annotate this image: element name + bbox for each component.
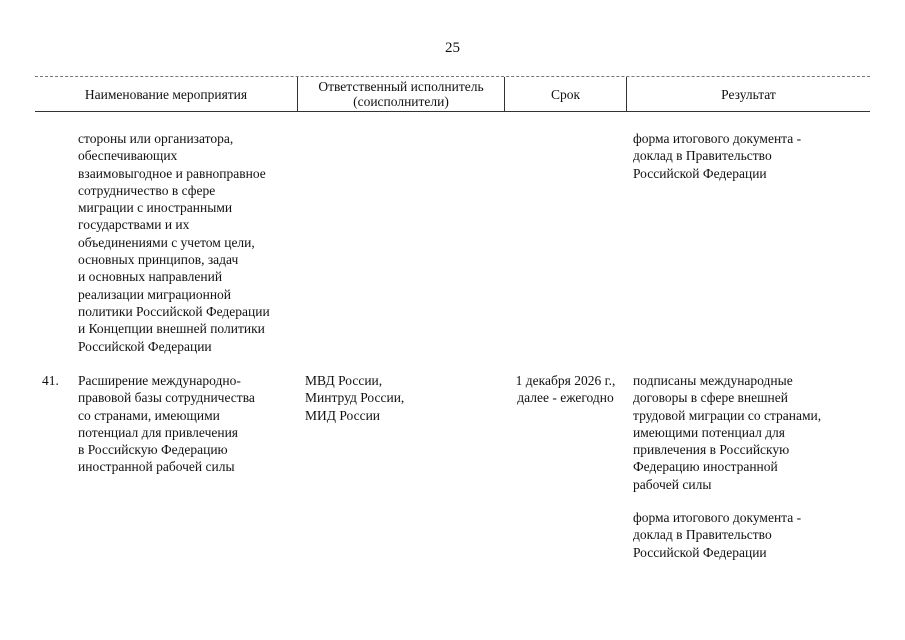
table-header-bottom-rule [35, 111, 870, 112]
row-41-executors: МВД России, Минтруд России, МИД России [305, 373, 405, 423]
continued-row-name: стороны или организатора, обеспечивающих взаимовыгодное и равноправное сотрудничество в сфере миграции с иностранными государствами и их объединениями с учетом цели, основных принципов, задач и основных направлений реализации миграционной политики Российской Федерации и Концепции внешней политики Российской Федерации [78, 131, 270, 354]
page-number: 25 [445, 40, 460, 56]
row-41-deadline: 1 декабря 2026 г., далее - ежегодно [515, 373, 616, 406]
header-result: Результат [721, 86, 776, 102]
row-41-number: 41. [42, 373, 59, 388]
row-41-name: Расширение международно- правовой базы сотрудничества со странами, имеющими потенциал для привлечения в Российскую Федерацию иностранной рабочей силы [78, 373, 255, 475]
header-event-name: Наименование мероприятия [84, 86, 248, 102]
row-41-result-1: подписаны международные договоры в сфере внешней трудовой миграции со странами, имеющими потенциал для привлечения в Российскую Федерацию иностранной рабочей силы [633, 373, 822, 492]
header-deadline: Срок [550, 86, 581, 102]
header-executor-line2: (соисполнители) [353, 94, 449, 109]
header-executor-line1: Ответственный исполнитель [318, 79, 484, 94]
header-executor [298, 77, 504, 111]
row-41-result-2: форма итогового документа - доклад в Правительство Российской Федерации [633, 510, 802, 560]
continued-row-result: форма итогового документа - доклад в Правительство Российской Федерации [633, 131, 802, 181]
